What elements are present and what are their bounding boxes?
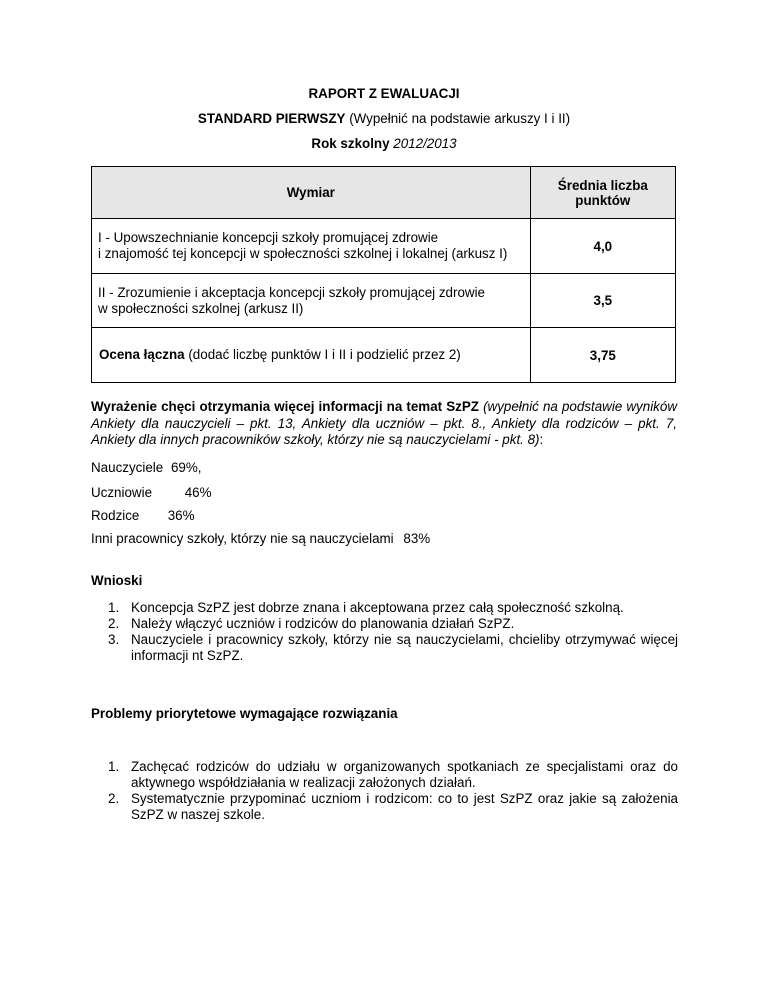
list-item (108, 616, 678, 632)
school-year-value: 2012/2013 (393, 136, 457, 151)
list-number: 2. (108, 791, 120, 806)
list-text: Nauczyciele i pracownicy szkoły, którzy nie są nauczycielami, chcieliby otrzymywać więcej informacji nt SzPZ. (131, 632, 678, 663)
stat-other-staff (91, 531, 430, 547)
info-request-heading: Wyrażenie chęci otrzymania więcej informacji na temat SzPZ (91, 399, 479, 414)
list-text: Koncepcja SzPZ jest dobrze znana i akceptowana przez całą społeczność szkolną. (131, 600, 624, 615)
score-value: 4,0 (530, 219, 675, 274)
stat-teachers (91, 460, 201, 476)
stat-label: Inni pracownicy szkoły, którzy nie są nauczycielami (91, 531, 394, 546)
stat-value: 46% (184, 485, 212, 500)
standard-note: (Wypełnić na podstawie arkuszy I i II) (349, 111, 571, 126)
standard-line (0, 111, 768, 126)
table-header-row (92, 167, 676, 219)
problems-list (108, 759, 678, 823)
standard-label: STANDARD PIERWSZY (197, 111, 346, 126)
list-item (108, 600, 678, 616)
stat-students (91, 485, 212, 501)
list-number: 1. (108, 600, 120, 615)
dimension-text-line1: II - Zrozumienie i akceptacja koncepcji szkoły promującej zdrowie (98, 284, 485, 300)
dimension-text-line2: w społeczności szkolnej (arkusz II) (98, 300, 304, 316)
info-request-note: (wypełnić na podstawie wyników Ankiety dla nauczycieli – pkt. 13, Ankiety dla uczniów – pkt. 8., Ankiety dla rodziców – pkt. 7, Ankiety dla innych pracowników szkoły, którzy nie są nauczycielami - pkt. 8) (91, 399, 677, 447)
problems-heading: Problemy priorytetowe wymagające rozwiązania (91, 706, 398, 721)
stat-label: Uczniowie (91, 485, 153, 500)
dimension-cell (92, 219, 531, 274)
evaluation-table (91, 166, 676, 383)
dimension-text-line1: I - Upowszechnianie koncepcji szkoły promującej zdrowie (98, 230, 439, 245)
list-text: Systematycznie przypominać uczniom i rodzicom: co to jest SzPZ oraz jakie są założenia SzPZ w naszej szkole. (131, 791, 678, 822)
school-year-label: Rok szkolny (311, 136, 390, 151)
stat-label: Nauczyciele (91, 460, 164, 475)
table-total-row (92, 328, 676, 383)
list-number: 1. (108, 759, 120, 774)
list-number: 3. (108, 632, 120, 647)
header-average-score-line2: punktów (575, 192, 631, 208)
list-item (108, 759, 678, 791)
score-value: 3,5 (530, 274, 675, 328)
dimension-cell (92, 274, 531, 328)
stat-parents (91, 508, 195, 524)
list-item (108, 791, 678, 823)
total-value: 3,75 (530, 328, 675, 383)
list-text: Zachęcać rodziców do udziału w organizowanych spotkaniach ze specjalistami oraz do aktywnego współdziałania w realizacji założonych działań. (131, 759, 678, 790)
list-item (108, 632, 678, 664)
total-label-cell (92, 328, 531, 383)
list-text: Należy włączyć uczniów i rodziców do planowania działań SzPZ. (131, 616, 515, 631)
info-request-colon: : (539, 432, 544, 447)
header-average-score-line1: Średnia liczba (557, 177, 648, 193)
header-average-score (530, 167, 675, 219)
stat-value: 36% (167, 508, 195, 523)
header-dimension: Wymiar (92, 167, 531, 219)
list-number: 2. (108, 616, 120, 631)
table-row (92, 274, 676, 328)
stat-value: 69%, (170, 460, 202, 475)
stat-value: 83% (403, 531, 431, 546)
total-label: Ocena łączna (99, 347, 185, 362)
total-note: (dodać liczbę punktów I i II i podzielić przez 2) (188, 347, 461, 362)
dimension-text-line2: i znajomość tej koncepcji w społeczności szkolnej i lokalnej (arkusz I) (98, 246, 508, 261)
school-year-line (0, 136, 768, 151)
stat-label: Rodzice (91, 508, 140, 523)
table-row (92, 219, 676, 274)
conclusions-heading: Wnioski (91, 573, 143, 588)
conclusions-list (108, 600, 678, 664)
info-request-paragraph (91, 399, 677, 449)
report-title: RAPORT Z EWALUACJI (308, 86, 460, 101)
